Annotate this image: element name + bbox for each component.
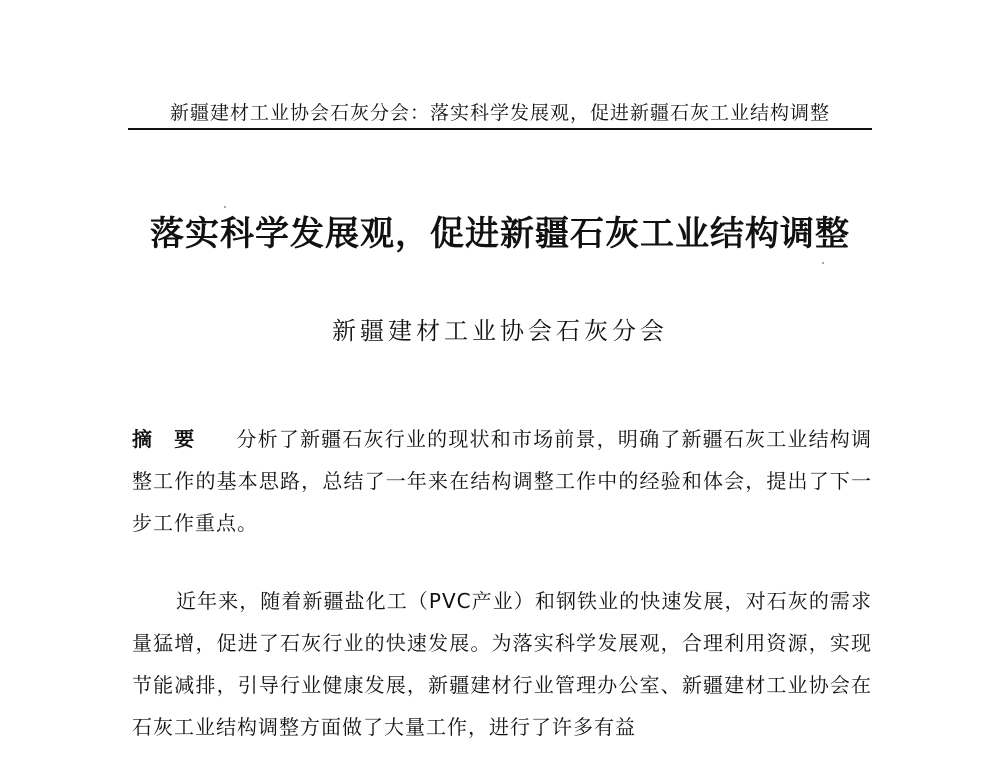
body-paragraph: 近年来，随着新疆盐化工（PVC产业）和钢铁业的快速发展，对石灰的需求量猛增，促进了石灰行业的快速发展。为落实科学发展观，合理利用资源，实现节能减排，引导行业健康发展，新疆建材行业管理办公室、新疆建材工业协会在石灰工业结构调整方面做了大量工作，进行了许多有益 bbox=[132, 589, 872, 739]
scan-speck bbox=[224, 206, 226, 208]
header-rule bbox=[128, 128, 872, 130]
abstract-label: 摘要 bbox=[132, 427, 217, 451]
abstract-text: 分析了新疆石灰行业的现状和市场前景，明确了新疆石灰工业结构调整工作的基本思路，总结了一年来在结构调整工作中的经验和体会，提出了下一步工作重点。 bbox=[132, 427, 873, 535]
abstract-section bbox=[132, 418, 872, 544]
scan-speck bbox=[822, 262, 824, 264]
running-header: 新疆建材工业协会石灰分会：落实科学发展观，促进新疆石灰工业结构调整 bbox=[169, 102, 830, 124]
article-title: 落实科学发展观，促进新疆石灰工业结构调整 bbox=[150, 214, 850, 254]
article-author: 新疆建材工业协会石灰分会 bbox=[332, 317, 668, 345]
